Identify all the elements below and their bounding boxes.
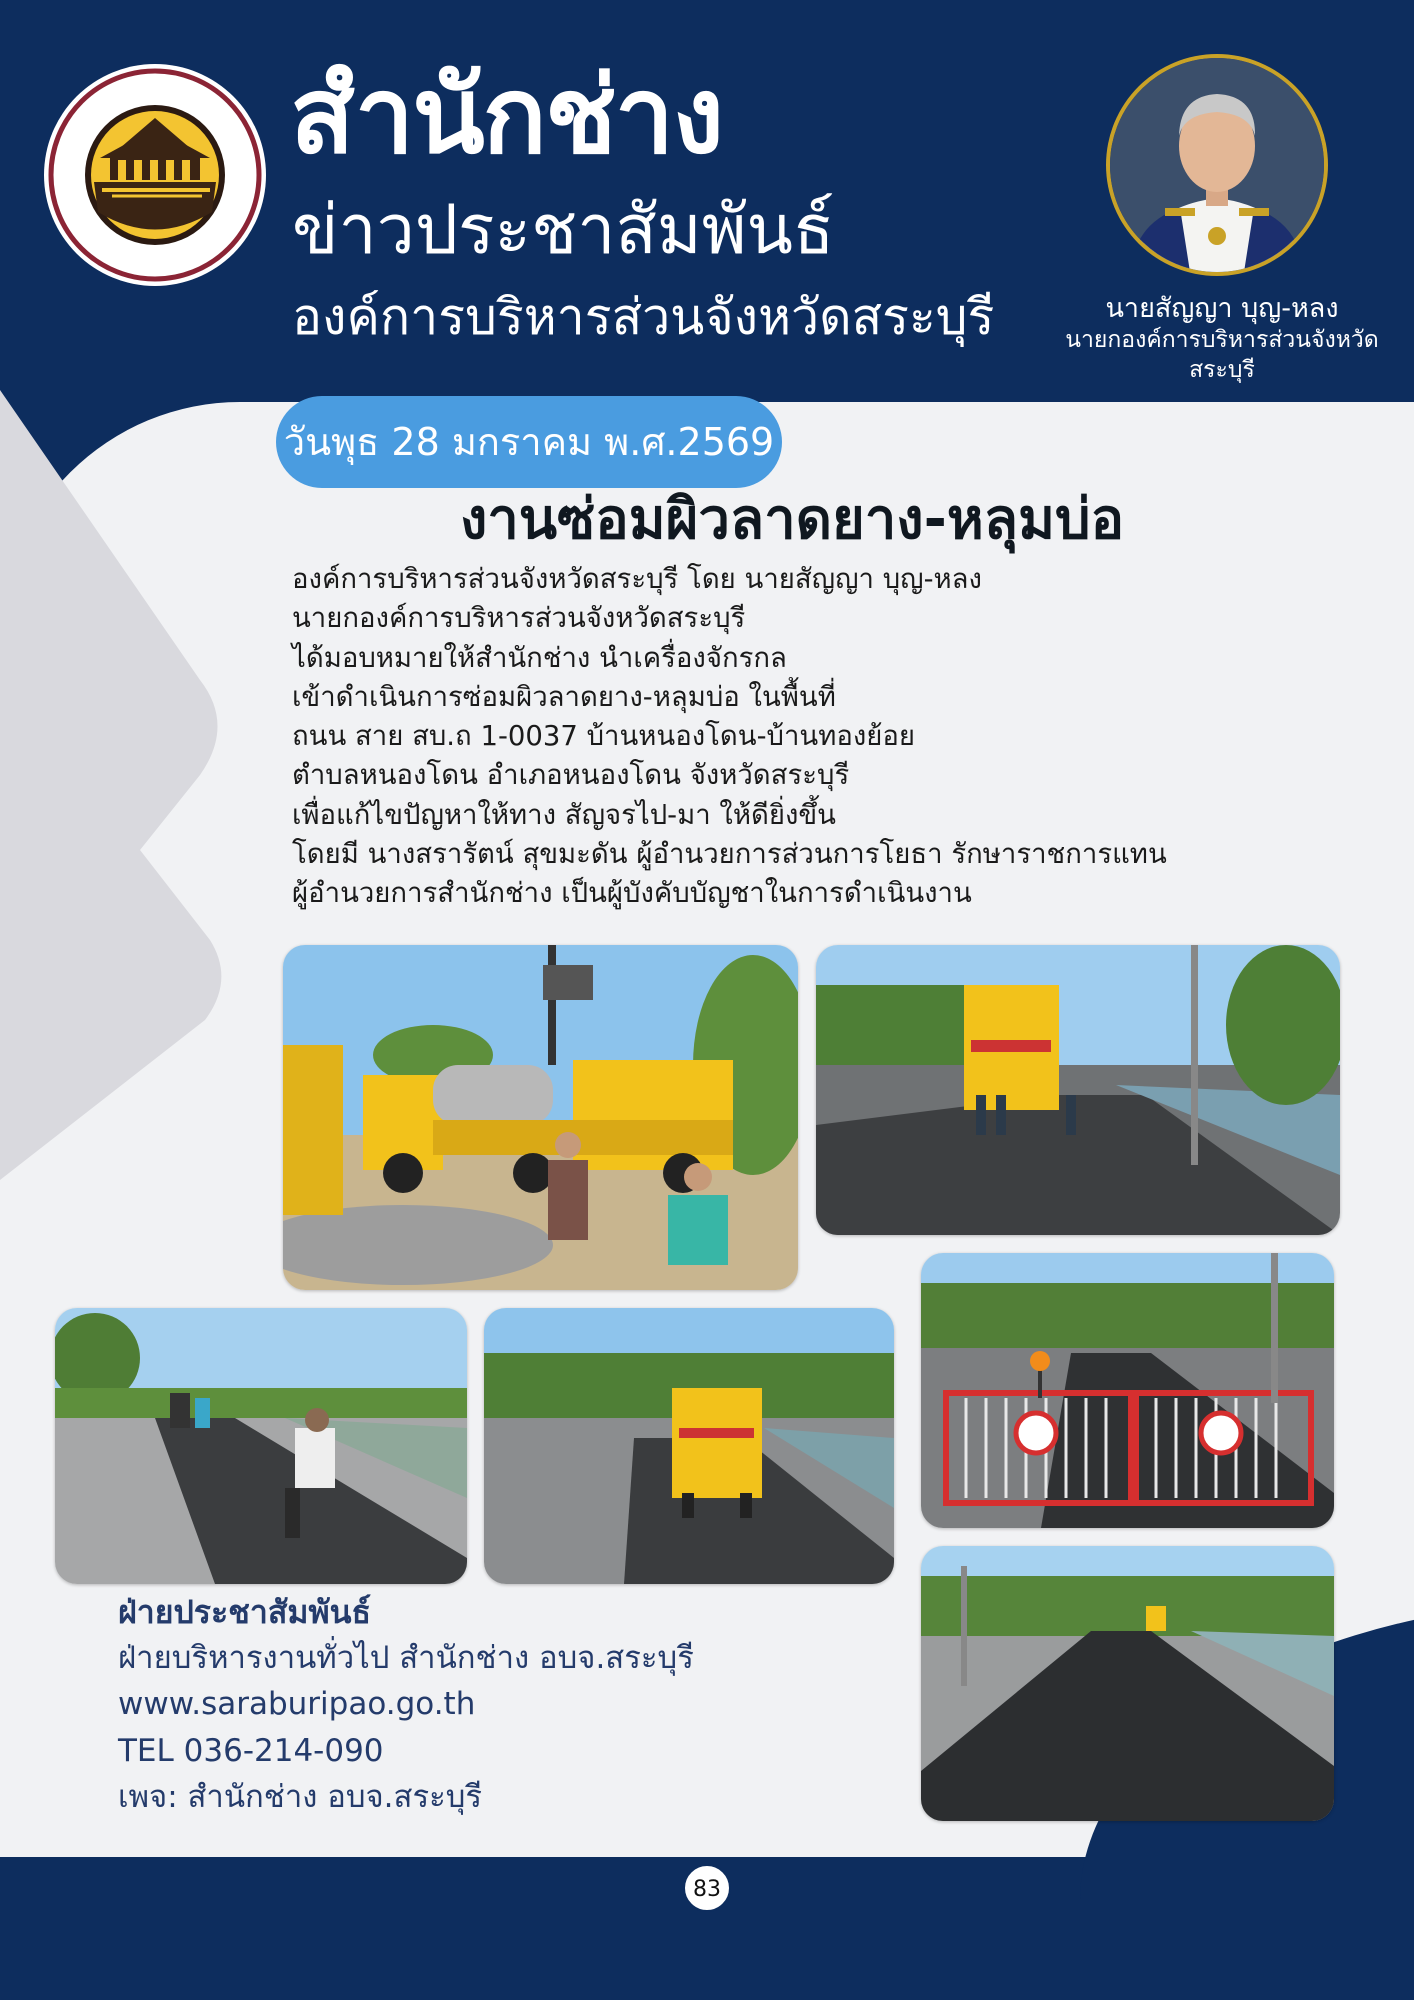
organization-name: องค์การบริหารส่วนจังหวัดสระบุรี [292,288,995,346]
contact-heading: ฝ่ายประชาสัมพันธ์ [118,1593,371,1631]
article-line: ได้มอบหมายให้สำนักช่าง นำเครื่องจักรกล [292,641,787,674]
article-body [292,560,1292,914]
article-line: เพื่อแก้ไขปัญหาให้ทาง สัญจรไป-มา ให้ดียิ่งขึ้น [292,798,836,831]
page-number: 83 [683,1864,731,1912]
photo-worker-raking [55,1308,467,1584]
article-line: โดยมี นางสรารัตน์ สุขมะดัน ผู้อำนวยการส่วนการโยธา รักษาราชการแทน [292,838,1167,871]
page-title: สำนักช่าง [290,54,723,177]
official-name: นายสัญญา บุญ-หลง [1105,293,1339,324]
contact-phone: TEL 036-214-090 [118,1732,384,1769]
photo-finished-road [921,1546,1334,1821]
photo-trucks-worksite [283,945,798,1290]
article-line: ตำบลหนองโดน อำเภอหนองโดน จังหวัดสระบุรี [292,759,850,792]
official-position-line2: สระบุรี [1189,356,1255,383]
official-portrait [1106,54,1328,276]
pao-saraburi-logo [42,62,268,288]
official-caption [1052,292,1392,386]
date-badge: วันพุธ 28 มกราคม พ.ศ.2569 [276,396,782,488]
article-line: ผู้อำนวยการสำนักช่าง เป็นผู้บังคับบัญชาในการดำเนินงาน [292,877,972,910]
photo-truck-road-canal [816,945,1340,1235]
photo-road-barrier [921,1253,1334,1528]
contact-department: ฝ่ายบริหารงานทั่วไป สำนักช่าง อบจ.สระบุรี [118,1639,694,1676]
contact-website: www.saraburipao.go.th [118,1686,476,1723]
article-line: นายกองค์การบริหารส่วนจังหวัดสระบุรี [292,602,746,635]
contact-block [118,1590,694,1821]
official-position-line1: นายกองค์การบริหารส่วนจังหวัด [1065,326,1379,353]
decorative-chevron [0,380,240,1180]
article-line: ถนน สาย สบ.ถ 1-0037 บ้านหนองโดน-บ้านทองย้อย [292,720,916,753]
page-subtitle: ข่าวประชาสัมพันธ์ [292,191,835,270]
article-line: เข้าดำเนินการซ่อมผิวลาดยาง-หลุมบ่อ ในพื้นที่ [292,680,836,713]
article-line: องค์การบริหารส่วนจังหวัดสระบุรี โดย นายสัญญา บุญ-หลง [292,563,982,595]
photo-truck-rear-road [484,1308,894,1584]
contact-facebook-page: เพจ: สำนักช่าง อบจ.สระบุรี [118,1779,483,1816]
article-headline: งานซ่อมผิวลาดยาง-หลุมบ่อ [460,487,1125,552]
